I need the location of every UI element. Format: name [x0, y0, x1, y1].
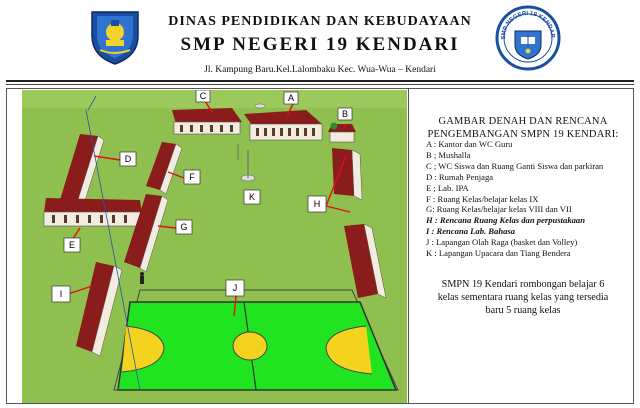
svg-text:F: F — [189, 172, 195, 182]
building-C — [172, 108, 242, 134]
school-address: Jl. Kampung Baru.Kel.Lalombaku Kec. Wua-Wua – Kendari — [204, 65, 436, 75]
legend-list — [426, 139, 603, 259]
svg-text:B: B — [341, 109, 349, 119]
school-emblem-text: SMP NEGERI 19 KENDAR — [500, 10, 556, 40]
legend-item: J : Lapangan Olah Raga (basket dan Volley) — [426, 237, 578, 248]
legend-item: B ; Mushalla — [426, 149, 471, 160]
school-emblem-logo — [495, 5, 561, 71]
legend-panel — [412, 88, 634, 404]
legend-item: K : Lapangan Upacara dan Tiang Bendera — [426, 248, 571, 259]
label-box-B — [338, 108, 352, 120]
legend-item-planned: I : Rencana Lab. Bahasa — [426, 226, 516, 237]
agency-title: DINAS PENDIDIKAN DAN KEBUDAYAAN — [168, 14, 472, 29]
legend-title-line1: GAMBAR DENAH DAN RENCANA — [438, 116, 608, 127]
svg-text:A: A — [287, 93, 295, 103]
label-box-A — [284, 92, 298, 104]
header-rule-thin — [6, 84, 634, 85]
svg-text:E: E — [68, 240, 76, 250]
header-rule-thick — [6, 80, 634, 82]
svg-text:J: J — [232, 283, 238, 293]
person-figure — [140, 272, 144, 284]
svg-text:C: C — [199, 91, 207, 101]
capacity-note — [416, 278, 630, 318]
legend-item: D : Rumah Penjaga — [426, 171, 494, 182]
sports-field-J — [114, 290, 398, 390]
label-box-J — [226, 280, 244, 296]
svg-text:K: K — [248, 192, 256, 202]
panel-divider — [408, 88, 409, 404]
building-B — [328, 123, 356, 143]
note-line: kelas sementara ruang kelas yang tersedia — [437, 292, 609, 304]
school-title: SMP NEGERI 19 KENDARI — [180, 34, 460, 55]
legend-item: A : Kantor dan WC Guru — [426, 139, 513, 149]
note-line: SMPN 19 Kendari rombongan belajar 6 — [441, 279, 605, 290]
svg-text:G: G — [180, 222, 188, 232]
label-box-F — [184, 170, 200, 184]
building-E — [44, 198, 142, 226]
label-box-K — [244, 190, 260, 204]
label-box-G — [176, 220, 192, 234]
label-box-D — [120, 152, 136, 166]
svg-text:D: D — [124, 154, 132, 164]
label-box-E — [64, 238, 80, 252]
school-site-plan — [22, 90, 407, 403]
legend-item: F : Ruang Kelas/belajar kelas IX — [426, 193, 539, 204]
svg-text:I: I — [59, 289, 63, 299]
building-A — [244, 110, 322, 140]
legend-item: C ; WC Siswa dan Ruang Ganti Siswa dan parkiran — [426, 160, 604, 171]
legend-item: G: Ruang Kelas/belajar kelas VIII dan VII — [426, 204, 572, 215]
label-box-H — [308, 196, 326, 212]
legend-title-line2: PENGEMBANGAN SMPN 19 KENDARI: — [427, 129, 619, 140]
legend-title — [412, 115, 634, 141]
label-box-I — [52, 286, 70, 302]
label-box-C — [196, 90, 210, 102]
svg-text:H: H — [313, 199, 321, 209]
legend-item-planned: H : Rencana Ruang Kelas dan perpustakaan — [426, 215, 586, 226]
note-line: baru 5 ruang kelas — [485, 305, 561, 317]
legend-item: E ; Lab. IPA — [426, 182, 469, 193]
